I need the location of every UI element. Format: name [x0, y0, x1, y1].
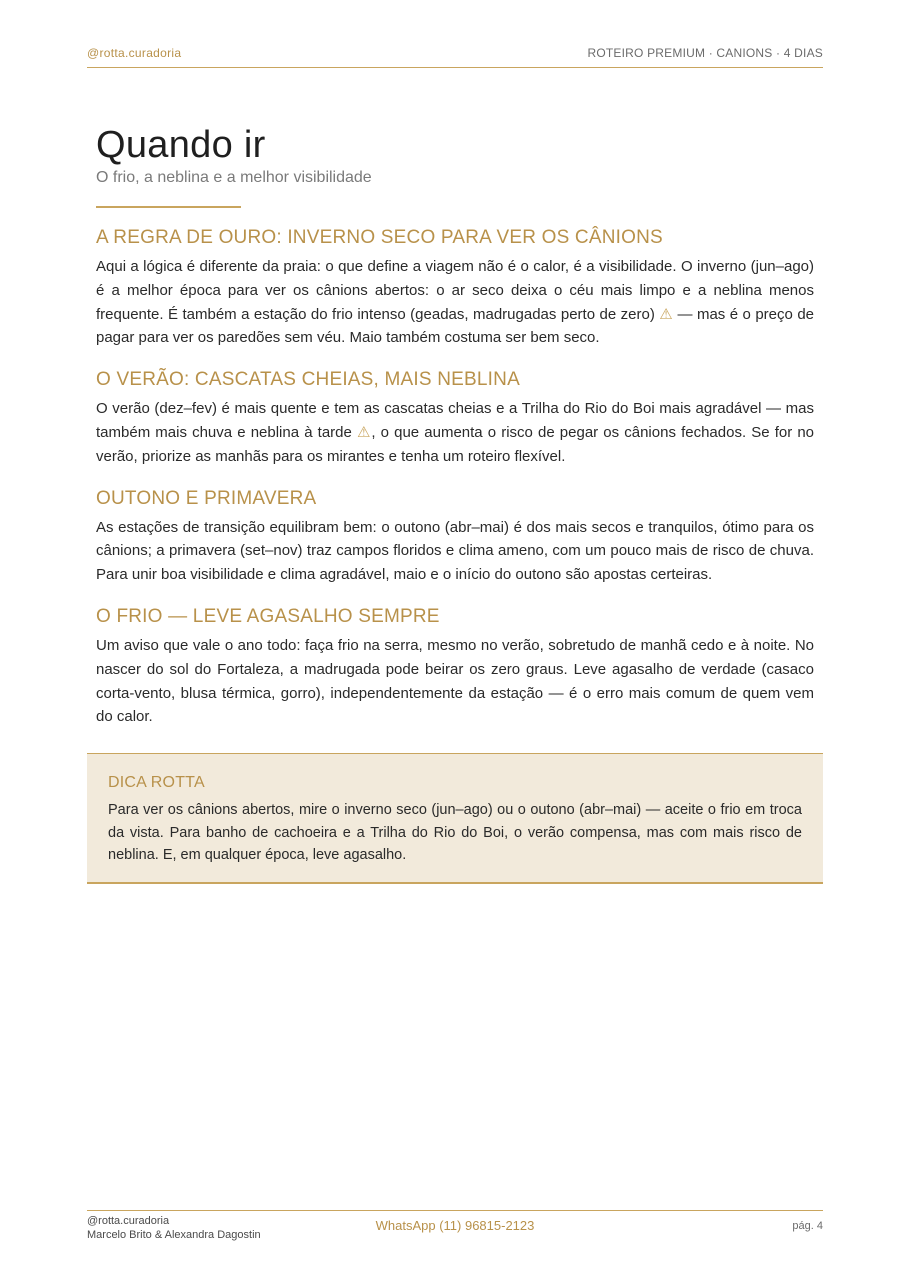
- main-content: [96, 122, 814, 729]
- section-text-part: O verão (dez–fev) é mais quente e tem as cascatas cheias e a Trilha do Rio do Boi mais agradável — mas também mais chuva e neblina à tarde: [96, 400, 814, 441]
- warning-icon: ⚠: [356, 423, 372, 441]
- tip-title: DICA ROTTA: [108, 774, 205, 791]
- section-text-part: Aqui a lógica é diferente da praia: o que define a viagem não é o calor, é a visibilidade. O inverno (jun–ago) é a melhor época para ver os cânions abertos: o ar seco deixa o céu mais limpo e a neblina menos frequente. É também a estação do frio intenso (geadas, madrugadas perto de zero): [96, 258, 814, 323]
- section-heading: A REGRA DE OURO: INVERNO SECO PARA VER OS CÂNIONS: [96, 227, 663, 248]
- section-heading: OUTONO E PRIMAVERA: [96, 487, 317, 509]
- footer-handle: @rotta.curadoria: [87, 1215, 170, 1227]
- section-regra-de-ouro: [96, 226, 814, 350]
- header-brand: @rotta.curadoria: [87, 46, 182, 60]
- header-doc-label: ROTEIRO PREMIUM · CANIONS · 4 DIAS: [587, 46, 823, 60]
- section-text: Um aviso que vale o ano todo: faça frio na serra, mesmo no verão, sobretudo de manhã cedo e à noite. No nascer do sol do Fortaleza, a madrugada pode beirar os zero graus. Leve agasalho de verdade (casaco corta-vento, blusa térmica, gorro), independentemente da estação — é o erro mais comum de quem vem do calor.: [96, 636, 814, 726]
- tip-text: Para ver os cânions abertos, mire o inverno seco (jun–ago) ou o outono (abr–mai) — aceite o frio em troca da vista. Para banho de cachoeira e a Trilha do Rio do Boi, o verão compensa, mas com mais risco de neblina. E, em qualquer época, leve agasalho.: [108, 802, 802, 863]
- footer-authors: Marcelo Brito & Alexandra Dagostin: [87, 1229, 261, 1241]
- section-verao: [96, 368, 814, 468]
- section-heading: O FRIO — LEVE AGASALHO SEMPRE: [96, 605, 440, 627]
- page-footer: [87, 1210, 823, 1251]
- footer-contact: WhatsApp (11) 96815-2123: [375, 1218, 535, 1233]
- title-divider: [96, 206, 241, 208]
- page-header: [87, 46, 823, 68]
- page-title: Quando ir: [96, 124, 266, 166]
- page-number: pág. 4: [792, 1220, 823, 1232]
- warning-icon: ⚠: [659, 305, 674, 323]
- section-frio: [96, 605, 814, 729]
- tip-box: [87, 753, 823, 884]
- section-text: [96, 255, 814, 350]
- section-heading: O VERÃO: CASCATAS CHEIAS, MAIS NEBLINA: [96, 369, 520, 391]
- section-text: [96, 397, 814, 468]
- section-text-part: — mas é o preço de pagar para ver os paredões sem véu. Maio também costuma ser bem seco.: [96, 305, 815, 347]
- section-text-part: , o que aumenta o risco de pegar os cânions fechados. Se for no verão, priorize as manhãs para os mirantes e tenha um roteiro flexível.: [96, 423, 815, 465]
- section-outono-primavera: [96, 487, 814, 587]
- section-text: As estações de transição equilibram bem: o outono (abr–mai) é dos mais secos e tranquilos, ótimo para os cânions; a primavera (set–nov) traz campos floridos e clima ameno, com um pouco mais de risco de chuva. Para unir boa visibilidade e clima agradável, maio e o início do outono são apostas certeiras.: [96, 518, 814, 584]
- page-subtitle: O frio, a neblina e a melhor visibilidade: [96, 169, 372, 186]
